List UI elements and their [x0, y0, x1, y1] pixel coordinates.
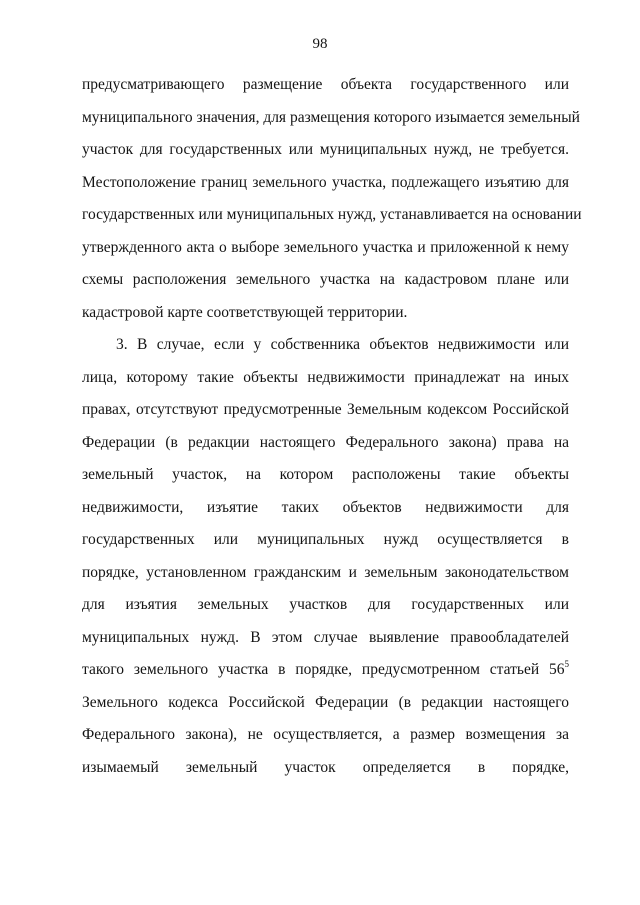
article-reference-text: такого земельного участка в порядке, предусмотренном статьей 56: [82, 661, 565, 678]
text-line: недвижимости, изъятие таких объектов недвижимости для: [82, 498, 569, 516]
page-number: 98: [312, 36, 328, 52]
text-line: муниципального значения, для размещения которого изымается земельный: [82, 108, 580, 126]
text-line: государственных или муниципальных нужд осуществляется в: [82, 531, 569, 548]
text-line: 3. В случае, если у собственника объектов недвижимости или: [116, 336, 569, 353]
text-line: Федерального закона), не осуществляется, а размер возмещения за: [82, 726, 569, 743]
text-line: Федерации (в редакции настоящего Федерального закона) права на: [82, 433, 569, 451]
text-line: предусматривающего размещение объекта государственного или: [82, 76, 569, 93]
text-line: Земельного кодекса Российской Федерации (в редакции настоящего: [82, 693, 569, 711]
text-line: изымаемый земельный участок определяется в порядке,: [82, 758, 569, 776]
body-text: [82, 74, 582, 789]
paragraph-1: [82, 74, 582, 334]
article-number-superscript: 5: [564, 659, 569, 669]
text-line: государственных или муниципальных нужд, устанавливается на основании: [82, 206, 582, 223]
text-line: схемы расположения земельного участка на кадастровом плане или: [82, 271, 569, 288]
text-line: участок для государственных или муниципальных нужд, не требуется.: [82, 141, 569, 158]
text-line: муниципальных нужд. В этом случае выявление правообладателей: [82, 628, 569, 646]
text-line: правах, отсутствуют предусмотренные Земельным кодексом Российской: [82, 401, 569, 418]
text-line: кадастровой карте соответствующей территории.: [82, 303, 408, 321]
text-line: для изъятия земельных участков для государственных или: [82, 596, 569, 613]
text-line: утвержденного акта о выборе земельного участка и приложенной к нему: [82, 238, 569, 256]
paragraph-2: [82, 334, 569, 789]
text-line: лица, которому такие объекты недвижимости принадлежат на иных: [82, 368, 569, 386]
text-line: порядке, установленном гражданским и земельным законодательством: [82, 563, 569, 581]
text-line: земельный участок, на котором расположены такие объекты: [82, 466, 569, 483]
text-line: Местоположение границ земельного участка, подлежащего изъятию для: [82, 173, 569, 191]
text-line-article-reference: [82, 659, 569, 692]
